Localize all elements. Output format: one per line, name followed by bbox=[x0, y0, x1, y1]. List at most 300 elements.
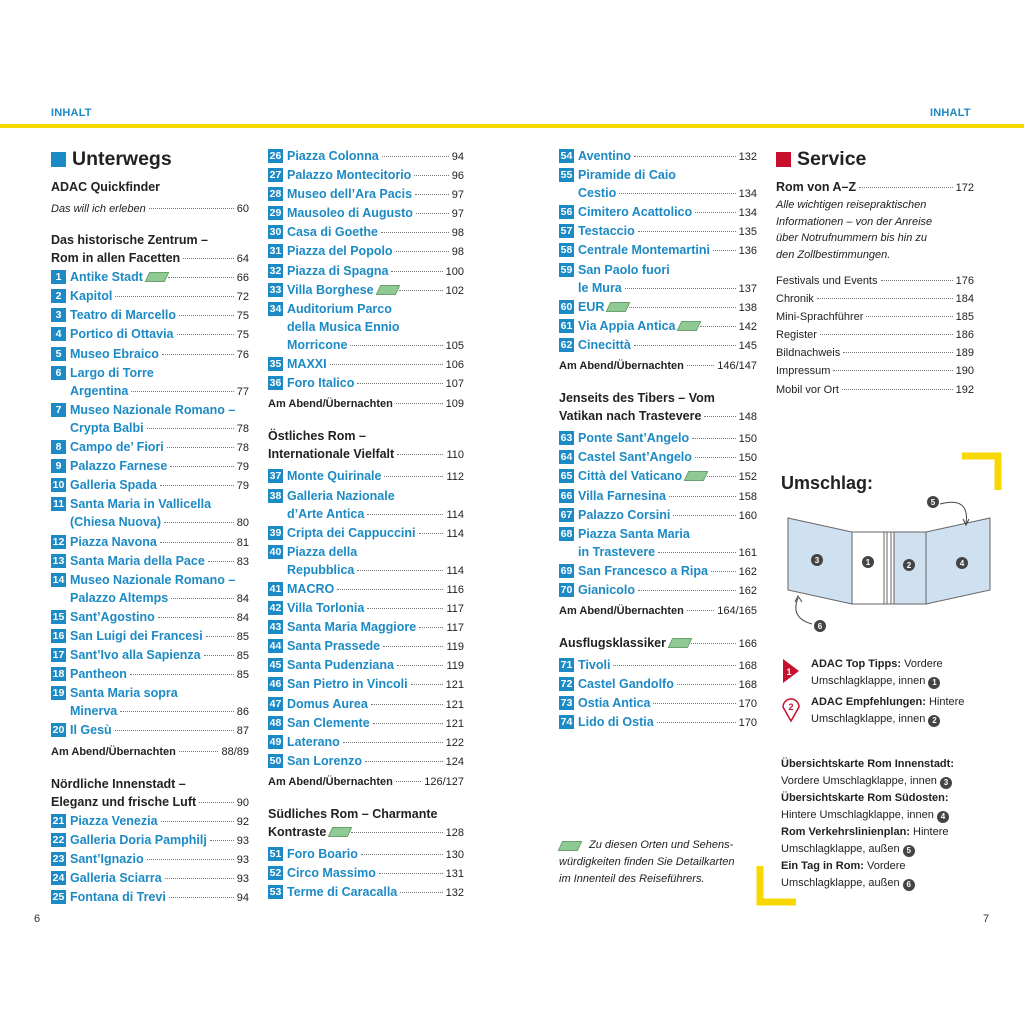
entry-page: 112 bbox=[446, 471, 464, 484]
entry-number-badge: 42 bbox=[269, 602, 282, 615]
toc-entry[interactable] bbox=[559, 675, 757, 694]
entry-title: San Luigi dei Francesi bbox=[70, 628, 203, 643]
entry-title: Circo Massimo bbox=[287, 866, 376, 881]
umschlag-title: Umschlag: bbox=[781, 473, 874, 493]
service-item-label: Mini-Sprachführer bbox=[776, 311, 864, 324]
toc-entry[interactable] bbox=[559, 298, 757, 317]
toc-entry[interactable] bbox=[268, 656, 464, 675]
entry-number-badge: 68 bbox=[560, 527, 573, 540]
toc-entry[interactable] bbox=[51, 495, 249, 532]
entry-title: Cimitero Acattolico bbox=[578, 205, 693, 220]
entry-page: 102 bbox=[445, 284, 464, 297]
toc-entry[interactable] bbox=[51, 850, 249, 869]
entry-number-badge: 48 bbox=[269, 716, 282, 729]
entry-number-badge: 7 bbox=[51, 403, 66, 417]
section-oestliches-rom[interactable] bbox=[268, 427, 464, 464]
toc-entry[interactable] bbox=[559, 222, 757, 241]
abend-entry[interactable] bbox=[268, 774, 464, 791]
toc-entry[interactable] bbox=[268, 618, 464, 637]
toc-entry[interactable] bbox=[268, 714, 464, 733]
section-title: Südliches Rom – Charmante bbox=[268, 806, 438, 821]
entry-page: 93 bbox=[236, 873, 249, 885]
entry-number-badge: 72 bbox=[560, 678, 573, 691]
entry-number-badge: 52 bbox=[269, 867, 282, 880]
entry-title: Fontana di Trevi bbox=[70, 890, 166, 905]
number-circle: 3 bbox=[940, 777, 952, 789]
toc-entry[interactable] bbox=[51, 306, 249, 325]
service-item-label: Mobil vor Ort bbox=[776, 383, 839, 396]
entry-number-badge: 30 bbox=[269, 226, 282, 239]
entry-number-badge: 21 bbox=[52, 814, 65, 827]
entry-page: 117 bbox=[446, 603, 464, 616]
entry-page: 92 bbox=[236, 815, 249, 828]
entry-number-badge: 58 bbox=[560, 244, 573, 257]
entry-number-badge: 2 bbox=[51, 289, 66, 303]
abend-entry[interactable] bbox=[559, 358, 757, 375]
section-page: 64 bbox=[236, 253, 249, 266]
entry-page: 121 bbox=[445, 717, 464, 730]
entry-number-badge: 25 bbox=[52, 891, 65, 904]
map-note-line: im Innenteil des Reiseführers. bbox=[559, 873, 705, 885]
toc-entry[interactable] bbox=[559, 166, 757, 203]
toc-entry[interactable] bbox=[51, 325, 249, 344]
abend-label: Am Abend/Übernachten bbox=[559, 605, 684, 618]
section-title: Eleganz und frische Luft bbox=[51, 794, 197, 809]
detail-map-icon bbox=[670, 636, 688, 647]
entry-title: Città del Vaticano bbox=[578, 469, 683, 484]
toc-entry[interactable] bbox=[268, 524, 464, 543]
entry-page: 85 bbox=[236, 669, 249, 682]
page-number-right: 7 bbox=[983, 913, 990, 925]
entry-title: Palazzo Montecitorio bbox=[287, 168, 412, 183]
entry-page: 132 bbox=[738, 151, 757, 163]
entry-title: Centrale Montemartini bbox=[578, 243, 710, 258]
service-item[interactable] bbox=[776, 381, 974, 399]
entry-number-badge: 59 bbox=[560, 263, 573, 276]
toc-entry[interactable] bbox=[559, 241, 757, 260]
entry-page: 84 bbox=[236, 592, 249, 605]
entry-page: 150 bbox=[738, 433, 757, 446]
entry-number-badge: 67 bbox=[560, 508, 573, 521]
entry-number-badge: 6 bbox=[51, 366, 66, 380]
entry-title: Casa di Goethe bbox=[287, 225, 378, 240]
toc-entry[interactable] bbox=[51, 533, 249, 552]
entry-page: 77 bbox=[236, 385, 249, 398]
toc-entry[interactable] bbox=[559, 203, 757, 222]
entry-title: Museo Ebraico bbox=[70, 346, 159, 361]
entry-title: Villa Farnesina bbox=[578, 488, 667, 503]
diagram-circle-3 bbox=[811, 554, 823, 566]
entry-title: MACRO bbox=[287, 581, 335, 596]
entry-number-badge: 16 bbox=[52, 629, 65, 642]
entry-number-badge: 63 bbox=[560, 432, 573, 445]
toc-entry[interactable] bbox=[268, 695, 464, 714]
toc-entry[interactable] bbox=[268, 262, 464, 281]
entry-number-badge: 50 bbox=[269, 754, 282, 767]
toc-entry[interactable] bbox=[51, 476, 249, 495]
entry-title: d’Arte Antica bbox=[287, 506, 365, 521]
toc-entry[interactable] bbox=[559, 317, 757, 336]
entry-number-badge: 14 bbox=[52, 573, 65, 586]
toc-entry[interactable] bbox=[559, 656, 757, 675]
section-page: 90 bbox=[236, 796, 249, 809]
entry-title: Kapitol bbox=[70, 289, 113, 304]
entry-title: Portico di Ottavia bbox=[70, 327, 174, 342]
toc-entry[interactable] bbox=[268, 204, 464, 223]
entry-title: Pantheon bbox=[70, 667, 127, 682]
rom-az-entry[interactable]: Rom von A–Z 172 bbox=[776, 180, 974, 194]
entry-number-badge: 73 bbox=[560, 697, 573, 710]
toc-entry[interactable] bbox=[51, 646, 249, 665]
entry-title: Piazza di Spagna bbox=[287, 263, 389, 278]
arrow-5 bbox=[940, 502, 966, 524]
toc-entry[interactable] bbox=[51, 571, 249, 608]
entry-number-badge: 37 bbox=[269, 470, 282, 483]
detail-map-icon bbox=[686, 469, 704, 480]
abend-page: 146/147 bbox=[717, 360, 757, 373]
entry-title: Sant’Ignazio bbox=[70, 851, 144, 866]
abend-entry[interactable] bbox=[51, 744, 249, 761]
abend-page: 126/127 bbox=[424, 775, 464, 788]
service-column bbox=[776, 147, 974, 399]
entry-number-badge: 19 bbox=[52, 687, 65, 700]
entry-title: Palazzo Farnese bbox=[70, 459, 168, 474]
toc-entry[interactable] bbox=[268, 166, 464, 185]
map-note bbox=[559, 837, 749, 888]
toc-entry[interactable] bbox=[559, 525, 757, 562]
entry-number-badge: 35 bbox=[269, 358, 282, 371]
entry-number-badge: 8 bbox=[51, 440, 66, 454]
entry-number-badge: 13 bbox=[52, 554, 65, 567]
toc-entry[interactable] bbox=[268, 733, 464, 752]
entry-page: 98 bbox=[451, 246, 464, 259]
rom-az-description: Alle wichtigen reisepraktischen Informationen – von der Anreise über Notrufnummern bis hin zu den Zollbestimmungen. bbox=[776, 199, 933, 261]
toc-entry[interactable] bbox=[51, 401, 249, 438]
toc-entry[interactable] bbox=[51, 438, 249, 457]
entry-page: 93 bbox=[236, 834, 249, 847]
toc-entry[interactable] bbox=[559, 448, 757, 467]
toc-column-1 bbox=[51, 147, 249, 907]
toc-entry[interactable] bbox=[268, 675, 464, 694]
entry-page: 168 bbox=[738, 679, 757, 692]
entry-title: Campo de’ Fiori bbox=[70, 440, 164, 455]
entry-number-badge: 32 bbox=[269, 264, 282, 277]
toc-entry[interactable] bbox=[559, 467, 757, 486]
entry-number-badge: 47 bbox=[269, 697, 282, 710]
entry-page: 168 bbox=[738, 660, 757, 673]
service-list bbox=[776, 272, 974, 399]
abend-entry[interactable] bbox=[559, 603, 757, 620]
diagram-circle-5 bbox=[927, 496, 939, 508]
entry-page: 75 bbox=[236, 310, 249, 323]
section-title: Das historische Zentrum – bbox=[51, 233, 208, 247]
service-item-label: Chronik bbox=[776, 293, 814, 306]
toc-entry[interactable] bbox=[268, 185, 464, 204]
entry-page: 76 bbox=[236, 348, 249, 361]
entry-title: Palazzo Corsini bbox=[578, 507, 671, 522]
entry-title: Santa Maria della Pace bbox=[70, 553, 205, 568]
service-item[interactable] bbox=[776, 326, 974, 344]
entry-title: Mausoleo di Augusto bbox=[287, 206, 413, 221]
toc-entry[interactable] bbox=[268, 864, 464, 883]
entry-title: Santa Maria sopra bbox=[70, 686, 178, 701]
section-title: Kontraste bbox=[268, 825, 327, 839]
entry-title: Cinecittà bbox=[578, 337, 631, 352]
entry-title: Auditorium Parco bbox=[287, 301, 392, 316]
section-ausflugsklassiker[interactable] bbox=[559, 634, 757, 653]
toc-entry[interactable] bbox=[268, 300, 464, 355]
entry-number-badge: 4 bbox=[51, 327, 66, 341]
entry-page: 97 bbox=[451, 208, 464, 221]
entry-title: Piazza Venezia bbox=[70, 813, 158, 828]
entry-page: 138 bbox=[738, 301, 757, 314]
toc-entry[interactable] bbox=[268, 242, 464, 261]
service-item-page: 185 bbox=[955, 311, 974, 324]
entry-title: Domus Aurea bbox=[287, 696, 368, 711]
entry-number-badge: 70 bbox=[560, 583, 573, 596]
entry-title: Museo Nazionale Romano – bbox=[70, 572, 236, 587]
entry-number-badge: 45 bbox=[269, 659, 282, 672]
section-title: Ausflugsklassiker bbox=[559, 636, 666, 651]
entry-title: Via Appia Antica bbox=[578, 318, 676, 333]
entry-page: 94 bbox=[451, 151, 464, 163]
toc-entry[interactable] bbox=[51, 812, 249, 831]
entry-page: 80 bbox=[236, 517, 249, 530]
entry-page: 79 bbox=[236, 461, 249, 474]
entry-number-badge: 18 bbox=[52, 668, 65, 681]
toc-entry[interactable] bbox=[51, 364, 249, 401]
entry-page: 86 bbox=[236, 706, 249, 719]
entry-title: Ponte Sant’Angelo bbox=[578, 431, 690, 446]
section-suedliches-rom[interactable] bbox=[268, 805, 464, 842]
entry-page: 136 bbox=[738, 245, 757, 258]
entry-page: 122 bbox=[445, 736, 464, 749]
service-item-page: 190 bbox=[955, 365, 974, 378]
entry-page: 75 bbox=[236, 329, 249, 342]
abend-page: 164/165 bbox=[717, 605, 757, 618]
entry-page: 85 bbox=[236, 630, 249, 643]
toc-entry[interactable] bbox=[268, 467, 464, 486]
service-item[interactable] bbox=[776, 362, 974, 380]
entry-number-badge: 61 bbox=[560, 319, 573, 332]
entry-number-badge: 28 bbox=[269, 188, 282, 201]
yellow-rule bbox=[0, 124, 1024, 128]
entry-title: Museo Nazionale Romano – bbox=[70, 402, 236, 417]
section-title: Östliches Rom – bbox=[268, 429, 366, 444]
entry-page: 72 bbox=[236, 291, 249, 304]
toc-entry[interactable] bbox=[559, 562, 757, 581]
entry-page: 161 bbox=[738, 546, 757, 559]
entry-number-badge: 41 bbox=[269, 582, 282, 595]
entry-title: Repubblica bbox=[287, 562, 355, 577]
toc-entry[interactable] bbox=[51, 869, 249, 888]
toc-entry[interactable] bbox=[268, 374, 464, 393]
toc-column-2 bbox=[268, 147, 464, 902]
toc-entry[interactable] bbox=[51, 831, 249, 850]
abend-label: Am Abend/Übernachten bbox=[268, 398, 393, 411]
entry-number-badge: 33 bbox=[269, 283, 282, 296]
entry-page: 134 bbox=[738, 188, 757, 201]
entry-title: Galleria Sciarra bbox=[70, 871, 162, 885]
entry-number-badge: 65 bbox=[560, 470, 573, 483]
recommendation-icon-number: 2 bbox=[788, 702, 794, 712]
entry-page: 130 bbox=[445, 849, 464, 862]
entry-number-badge: 22 bbox=[52, 833, 65, 846]
toc-entry[interactable] bbox=[268, 281, 464, 300]
service-item-label: Register bbox=[776, 329, 817, 342]
toc-entry[interactable] bbox=[51, 345, 249, 364]
abend-label: Am Abend/Übernachten bbox=[268, 775, 393, 788]
abend-page: 88/89 bbox=[221, 745, 249, 758]
entry-page: 132 bbox=[445, 887, 464, 900]
toc-entry[interactable] bbox=[268, 599, 464, 618]
entry-page: 106 bbox=[445, 359, 464, 372]
entry-title: Foro Italico bbox=[287, 376, 355, 391]
entry-title: Villa Torlonia bbox=[287, 601, 365, 616]
entry-page: 87 bbox=[236, 725, 249, 738]
entry-page: 114 bbox=[446, 564, 464, 577]
entry-number-badge: 62 bbox=[560, 338, 573, 351]
toc-entry[interactable] bbox=[559, 713, 757, 732]
toc-entry[interactable] bbox=[559, 147, 757, 166]
entry-page: 114 bbox=[446, 527, 464, 540]
entry-title: della Musica Ennio bbox=[287, 319, 400, 334]
entry-title: Monte Quirinale bbox=[287, 469, 382, 484]
toc-entry[interactable] bbox=[268, 487, 464, 524]
toc-entry[interactable] bbox=[268, 637, 464, 656]
toc-entry[interactable] bbox=[559, 336, 757, 355]
entry-title: (Chiesa Nuova) bbox=[70, 515, 161, 530]
service-heading: Service bbox=[776, 147, 974, 171]
service-item[interactable] bbox=[776, 272, 974, 290]
detail-map-icon bbox=[147, 270, 165, 281]
entry-number-badge: 11 bbox=[52, 498, 65, 511]
header-label-right: INHALT bbox=[930, 107, 971, 119]
entry-title: Piazza del Popolo bbox=[287, 244, 393, 259]
entry-number-badge: 23 bbox=[52, 852, 65, 865]
unterwegs-heading: Unterwegs bbox=[51, 147, 249, 171]
entry-title: Crypta Balbi bbox=[70, 420, 144, 435]
entry-page: 105 bbox=[445, 339, 464, 352]
entry-number-badge: 51 bbox=[269, 848, 282, 861]
toc-entry[interactable] bbox=[268, 543, 464, 580]
legend-top-tipps: ADAC Top Tipps: Vordere Umschlagklappe, innen 1 bbox=[811, 658, 943, 687]
abend-entry[interactable] bbox=[268, 396, 464, 413]
toc-entry[interactable] bbox=[268, 883, 464, 902]
entry-title: Santa Pudenziana bbox=[287, 658, 394, 673]
toc-entry[interactable] bbox=[559, 506, 757, 525]
entry-number-badge: 49 bbox=[269, 735, 282, 748]
section-title: Vatikan nach Trastevere bbox=[559, 409, 702, 424]
legend-empfehlungen: ADAC Empfehlungen: Hintere Umschlagklappe, innen 2 bbox=[811, 696, 965, 725]
diagram-circle-label: 1 bbox=[865, 558, 871, 567]
entry-page: 93 bbox=[236, 853, 249, 866]
entry-number-badge: 39 bbox=[269, 526, 282, 539]
entry-number-badge: 60 bbox=[560, 300, 573, 313]
toc-entry[interactable] bbox=[559, 429, 757, 448]
toc-entry[interactable] bbox=[559, 261, 757, 298]
entry-number-badge: 36 bbox=[269, 377, 282, 390]
recommendation-icon bbox=[781, 697, 801, 723]
toc-entry[interactable] bbox=[559, 487, 757, 506]
entry-title: Cestio bbox=[578, 186, 617, 201]
entry-title: Il Gesù bbox=[70, 723, 112, 738]
entry-title: Antike Stadt bbox=[70, 270, 143, 285]
top-tip-icon-number: 1 bbox=[786, 667, 792, 677]
quickfinder-entry[interactable]: Das will ich erleben 60 bbox=[51, 203, 249, 215]
toc-entry[interactable] bbox=[51, 268, 249, 287]
entry-number-badge: 40 bbox=[269, 545, 282, 558]
number-circle: 4 bbox=[937, 811, 949, 823]
entry-number-badge: 27 bbox=[269, 169, 282, 182]
toc-entry[interactable] bbox=[268, 223, 464, 242]
toc-entry[interactable] bbox=[51, 888, 249, 907]
entry-number-badge: 55 bbox=[560, 169, 573, 182]
toc-entry[interactable] bbox=[268, 845, 464, 864]
entry-title: Piramide di Caio bbox=[578, 168, 676, 183]
entry-title: Santa Maria Maggiore bbox=[287, 620, 417, 635]
section-noerdliche-innenstadt[interactable] bbox=[51, 775, 249, 812]
entry-page: 160 bbox=[738, 509, 757, 522]
page-number-left: 6 bbox=[34, 913, 41, 925]
service-item[interactable] bbox=[776, 344, 974, 362]
entry-title: Foro Boario bbox=[287, 847, 358, 862]
entry-page: 119 bbox=[446, 660, 464, 673]
number-circle: 1 bbox=[928, 677, 940, 689]
entry-page: 145 bbox=[738, 339, 757, 352]
entry-page: 124 bbox=[445, 755, 464, 768]
entry-number-badge: 56 bbox=[560, 206, 573, 219]
entry-page: 152 bbox=[738, 471, 757, 484]
toc-entry[interactable] bbox=[51, 665, 249, 684]
service-item[interactable] bbox=[776, 308, 974, 326]
entry-page: 150 bbox=[738, 452, 757, 465]
section-historisches-zentrum[interactable] bbox=[51, 231, 249, 268]
entry-page: 85 bbox=[236, 650, 249, 663]
number-circle: 6 bbox=[903, 879, 915, 891]
section-title: Nördliche Innenstadt – bbox=[51, 776, 186, 791]
entry-title: Ostia Antica bbox=[578, 696, 651, 711]
toc-entry[interactable] bbox=[51, 287, 249, 306]
toc-entry[interactable] bbox=[51, 627, 249, 646]
toc-entry[interactable] bbox=[268, 580, 464, 599]
toc-entry[interactable] bbox=[268, 355, 464, 374]
toc-entry[interactable] bbox=[559, 694, 757, 713]
entry-number-badge: 57 bbox=[560, 225, 573, 238]
toc-entry[interactable] bbox=[51, 457, 249, 476]
toc-entry[interactable] bbox=[559, 581, 757, 600]
entry-title: Piazza Santa Maria bbox=[578, 526, 690, 541]
toc-entry[interactable] bbox=[51, 608, 249, 627]
map-note-line: würdigkeiten finden Sie Detailkarten bbox=[559, 856, 735, 868]
entry-page: 134 bbox=[738, 207, 757, 220]
section-title: Rom in allen Facetten bbox=[51, 251, 181, 266]
entry-title: MAXXI bbox=[287, 357, 327, 372]
toc-entry[interactable] bbox=[51, 721, 249, 740]
toc-entry[interactable] bbox=[51, 552, 249, 571]
entry-number-badge: 74 bbox=[560, 716, 573, 729]
entry-page: 98 bbox=[451, 227, 464, 240]
section-jenseits-des-tibers[interactable] bbox=[559, 389, 757, 426]
section-page: 166 bbox=[738, 638, 757, 651]
diagram-circle-label: 4 bbox=[959, 559, 965, 568]
toc-entry[interactable] bbox=[268, 147, 464, 166]
service-item[interactable] bbox=[776, 290, 974, 308]
toc-entry[interactable] bbox=[51, 684, 249, 721]
entry-page: 121 bbox=[445, 679, 464, 692]
toc-entry[interactable] bbox=[268, 752, 464, 771]
entry-title: Minerva bbox=[70, 704, 118, 719]
